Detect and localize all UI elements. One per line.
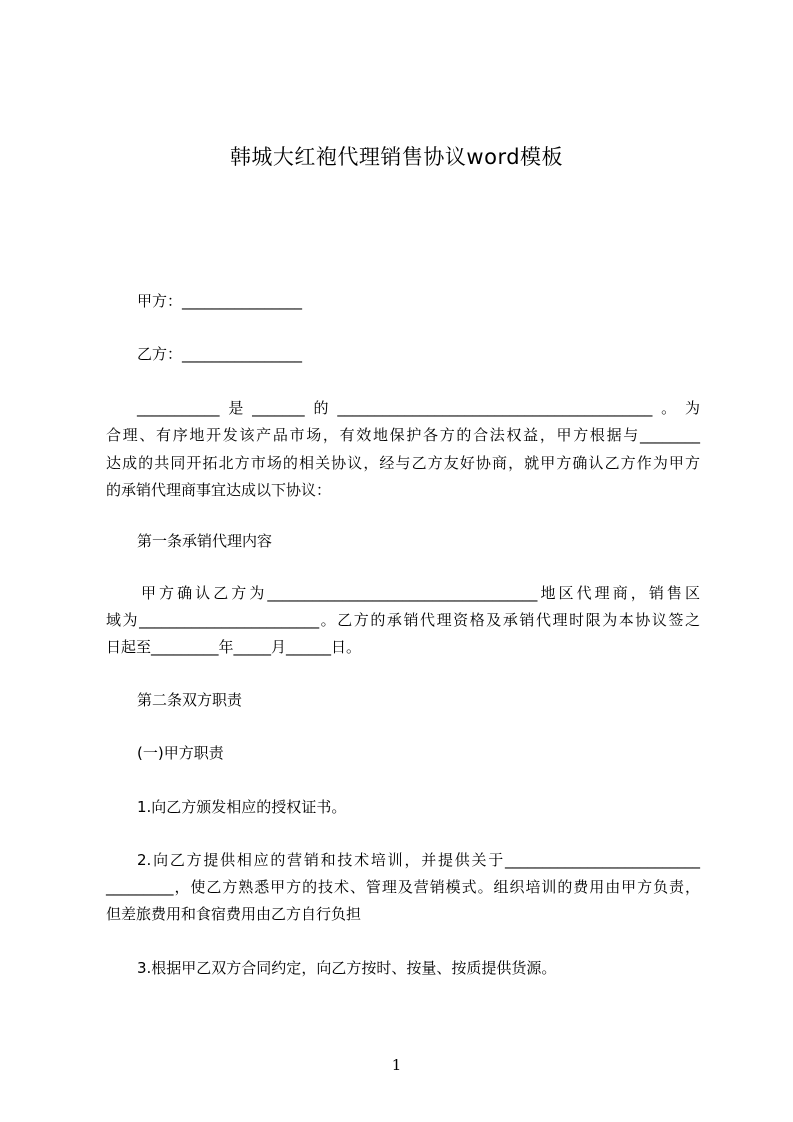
item-2-line-3: 但差旅费用和食宿费用由乙方自行负担 bbox=[106, 905, 362, 923]
party-b-line: 乙方：________________ bbox=[137, 345, 303, 363]
article-2-heading: 第二条双方职责 bbox=[137, 691, 243, 709]
document-title: 韩城大红袍代理销售协议word模板 bbox=[229, 145, 564, 169]
page-number: 1 bbox=[391, 1056, 402, 1074]
intro-line-2: 合理、有序地开发该产品市场，有效地保护各方的合法权益，甲方根据与________ bbox=[106, 426, 700, 444]
article-1-heading: 第一条承销代理内容 bbox=[137, 532, 273, 550]
item-2-line-2: _________，使乙方熟悉甲方的技术、管理及营销模式。组织培训的费用由甲方负责， bbox=[106, 878, 700, 896]
article-1-line-2: 域为________________________。乙方的承销代理资格及承销代理时限为本协议签之 bbox=[106, 611, 700, 629]
item-3: 3.根据甲乙双方合同约定，向乙方按时、按量、按质提供货源。 bbox=[137, 959, 557, 977]
item-1: 1.向乙方颁发相应的授权证书。 bbox=[137, 798, 347, 816]
intro-line-1: ___________是_______的__________________________________________。为 bbox=[137, 399, 700, 417]
article-1-line-3: 日起至_________年_____月______日。 bbox=[106, 638, 362, 656]
intro-line-4: 的承销代理商事宜达成以下协议： bbox=[106, 481, 332, 499]
intro-line-3: 达成的共同开拓北方市场的相关协议，经与乙方友好协商，就甲方确认乙方作为甲方 bbox=[106, 454, 700, 472]
section-a-heading: (一)甲方职责 bbox=[137, 744, 224, 762]
item-2-line-1: 2.向乙方提供相应的营销和技术培训，并提供关于__________________________ bbox=[137, 851, 700, 869]
party-a-line: 甲方：________________ bbox=[137, 292, 303, 310]
article-1-line-1: 甲方确认乙方为____________________________________地区代理商，销售区 bbox=[141, 584, 700, 602]
